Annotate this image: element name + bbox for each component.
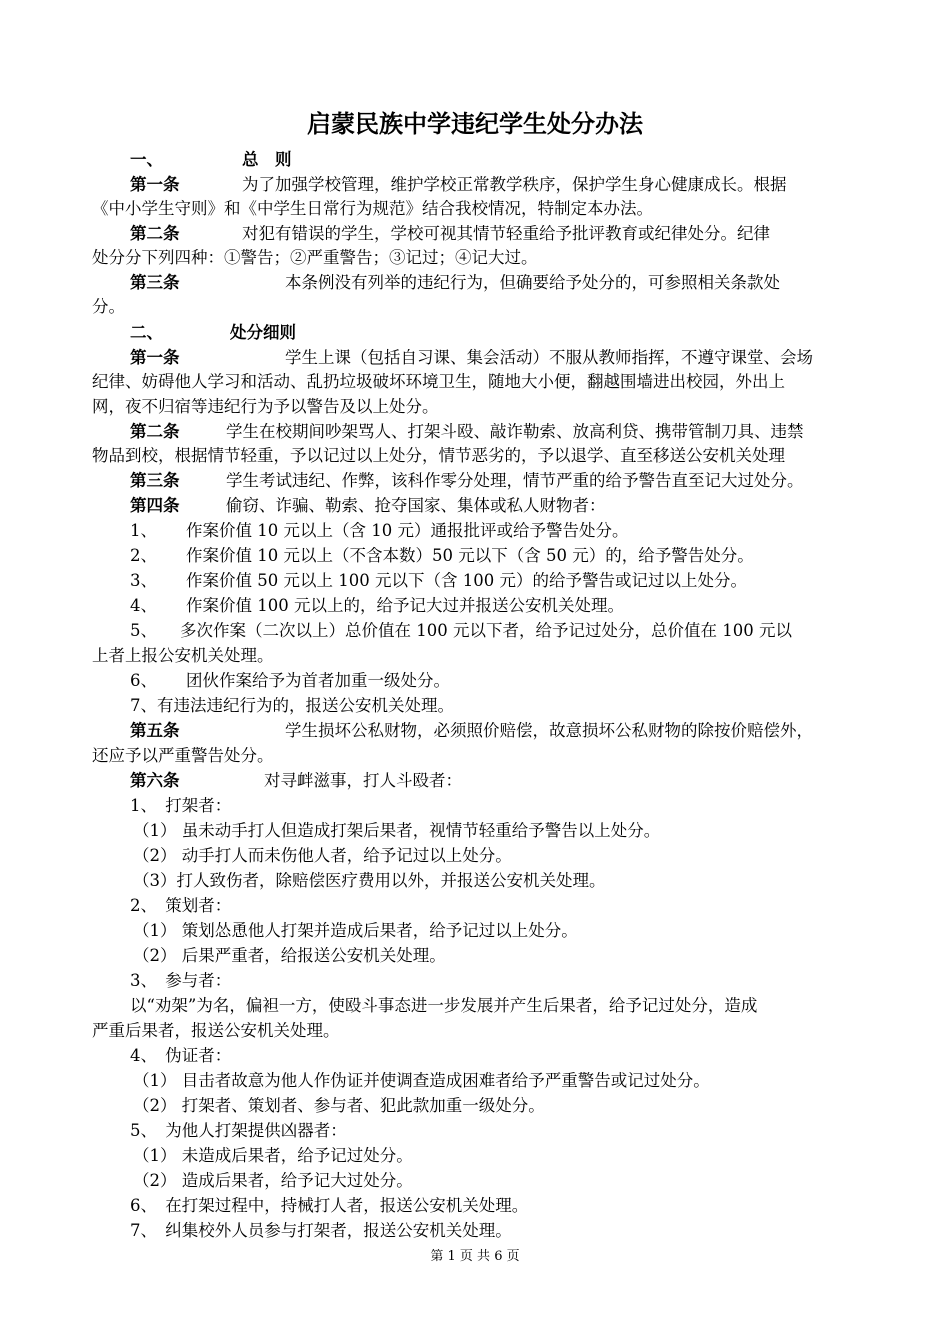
list-item: （1） 未造成后果者，给予记过处分。	[133, 1146, 413, 1165]
list-item: 上者上报公安机关处理。	[92, 646, 274, 665]
article-line: 第三条 学生考试违纪、作弊，该科作零分处理，情节严重的给予警告直至记大过处分。	[130, 471, 804, 490]
list-item: 以“劝架”为名，偏袒一方，使殴斗事态进一步发展并产生后果者，给予记过处分，造成	[130, 996, 758, 1015]
list-item: （2） 打架者、策划者、参与者、犯此款加重一级处分。	[133, 1096, 545, 1115]
article-line: 《中小学生守则》和《中学生日常行为规范》结合我校情况，特制定本办法。	[92, 199, 653, 218]
article-line: 第二条 学生在校期间吵架骂人、打架斗殴、敲诈勒索、放高利贷、携带管制刀具、违禁	[130, 422, 804, 441]
article-line: 还应予以严重警告处分。	[92, 746, 274, 765]
list-item: 2、 策划者：	[130, 896, 232, 915]
list-item: （3）打人致伤者，除赔偿医疗费用以外，并报送公安机关处理。	[133, 871, 606, 890]
list-item: 6、 在打架过程中，持械打人者，报送公安机关处理。	[130, 1196, 529, 1215]
list-item: 7、 纠集校外人员参与打架者，报送公安机关处理。	[130, 1221, 512, 1240]
list-item: （1） 目击者故意为他人作伪证并使调查造成困难者给予严重警告或记过处分。	[133, 1071, 710, 1090]
section-heading-general: 一、 总 则	[130, 150, 292, 169]
list-item: 1、 作案价值 10 元以上（含 10 元）通报批评或给予警告处分。	[130, 521, 629, 540]
article-line: 第五条 学生损坏公私财物，必须照价赔偿，故意损坏公私财物的除按价赔偿外，	[130, 721, 813, 740]
article-line: 处分分下列四种：①警告；②严重警告；③记过；④记大过。	[92, 248, 538, 267]
article-line: 第二条 对犯有错误的学生，学校可视其情节轻重给予批评教育或纪律处分。纪律	[130, 224, 770, 243]
document-title: 启蒙民族中学违纪学生处分办法	[307, 110, 643, 138]
list-item: 3、 作案价值 50 元以上 100 元以下（含 100 元）的给予警告或记过以上处分。	[130, 571, 747, 590]
page-footer: 第 1 页 共 6 页	[430, 1249, 520, 1264]
list-item: （2） 造成后果者，给予记大过处分。	[133, 1171, 413, 1190]
list-item: 2、 作案价值 10 元以上（不含本数）50 元以下（含 50 元）的，给予警告处分。	[130, 546, 754, 565]
list-item: 6、 团伙作案给予为首者加重一级处分。	[130, 671, 450, 690]
article-line: 分。	[92, 297, 125, 316]
list-item: （2） 后果严重者，给报送公安机关处理。	[133, 946, 446, 965]
list-item: 严重后果者，报送公安机关处理。	[92, 1021, 340, 1040]
article-line: 第一条 为了加强学校管理，维护学校正常教学秩序，保护学生身心健康成长。根据	[130, 175, 787, 194]
article-line: 网，夜不归宿等违纪行为予以警告及以上处分。	[92, 397, 439, 416]
list-item: 5、 多次作案（二次以上）总价值在 100 元以下者，给予记过处分，总价值在 100 元以	[130, 621, 792, 640]
article-line: 第一条 学生上课（包括自习课、集会活动）不服从教师指挥，不遵守课堂、会场	[130, 348, 813, 367]
list-item: 3、 参与者：	[130, 971, 232, 990]
article-line: 纪律、妨碍他人学习和活动、乱扔垃圾破坏环境卫生，随地大小便，翻越围墙进出校园，外出上	[92, 372, 785, 391]
list-item: （2） 动手打人而未伤他人者，给予记过以上处分。	[133, 846, 512, 865]
list-item: 4、 作案价值 100 元以上的，给予记大过并报送公安机关处理。	[130, 596, 624, 615]
list-item: 4、 伪证者：	[130, 1046, 232, 1065]
article-line: 第四条 偷窃、诈骗、勒索、抢夺国家、集体或私人财物者：	[130, 496, 606, 515]
article-line: 第三条 本条例没有列举的违纪行为，但确要给予处分的，可参照相关条款处	[130, 273, 780, 292]
list-item: 5、 为他人打架提供凶器者：	[130, 1121, 347, 1140]
section-heading-details: 二、 处分细则	[130, 323, 296, 342]
list-item: 1、 打架者：	[130, 796, 232, 815]
list-item: （1） 策划怂恿他人打架并造成后果者，给予记过以上处分。	[133, 921, 578, 940]
article-line: 物品到校，根据情节轻重，予以记过以上处分，情节恶劣的，予以退学、直至移送公安机关处理	[92, 446, 785, 465]
list-item: 7、有违法违纪行为的，报送公安机关处理。	[130, 696, 454, 715]
article-line: 第六条 对寻衅滋事，打人斗殴者：	[130, 771, 462, 790]
list-item: （1） 虽未动手打人但造成打架后果者，视情节轻重给予警告以上处分。	[133, 821, 661, 840]
